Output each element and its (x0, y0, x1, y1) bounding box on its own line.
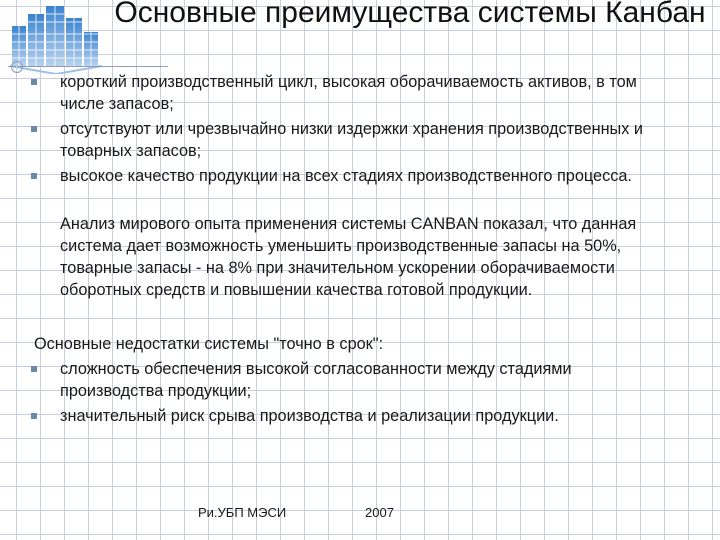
slide-title: Основные преимущества системы Канбан (114, 0, 706, 29)
disadvantages-heading: Основные недостатки системы "точно в срок": (34, 335, 384, 353)
disadvantages-section (0, 333, 720, 427)
paragraph-line: Анализ мирового опыта применения системы CANBAN показал, что данная (60, 215, 637, 233)
list-item-text: сложность обеспечения высокой согласованности между стадиями (60, 360, 572, 378)
city-buildings-icon (10, 4, 102, 74)
square-bullet-icon (31, 79, 37, 85)
list-item (0, 71, 720, 115)
list-item-text: высокое качество продукции на всех стадиях производственного процесса. (60, 167, 632, 185)
square-bullet-icon (31, 173, 37, 179)
square-bullet-icon (31, 126, 37, 132)
list-item-text: короткий производственный цикл, высокая оборачиваемость активов, в том (60, 73, 637, 91)
list-item (0, 405, 720, 427)
advantages-list (0, 71, 720, 187)
list-item (0, 358, 720, 402)
footer-year: 2007 (365, 505, 394, 520)
list-item-text: производства продукции; (60, 382, 252, 400)
list-item (0, 165, 720, 187)
list-item-text: товарных запасов; (60, 142, 202, 160)
square-bullet-icon (31, 413, 37, 419)
paragraph-line: оборотных средств и повышении качества готовой продукции. (60, 281, 533, 299)
footer-organization: Ри.УБП МЭСИ (198, 505, 287, 520)
paragraph-line: товарные запасы - на 8% при значительном ускорении оборачиваемости (60, 259, 615, 277)
title-rule (8, 66, 168, 67)
analysis-paragraph (0, 213, 720, 301)
list-item-text: отсутствуют или чрезвычайно низки издержки хранения производственных и (60, 120, 644, 138)
list-item-text: числе запасов; (60, 95, 174, 113)
list-item-text: значительный риск срыва производства и реализации продукции. (60, 407, 559, 425)
square-bullet-icon (31, 366, 37, 372)
paragraph-line: система дает возможность уменьшить производственные запасы на 50%, (60, 237, 622, 255)
list-item (0, 118, 720, 162)
